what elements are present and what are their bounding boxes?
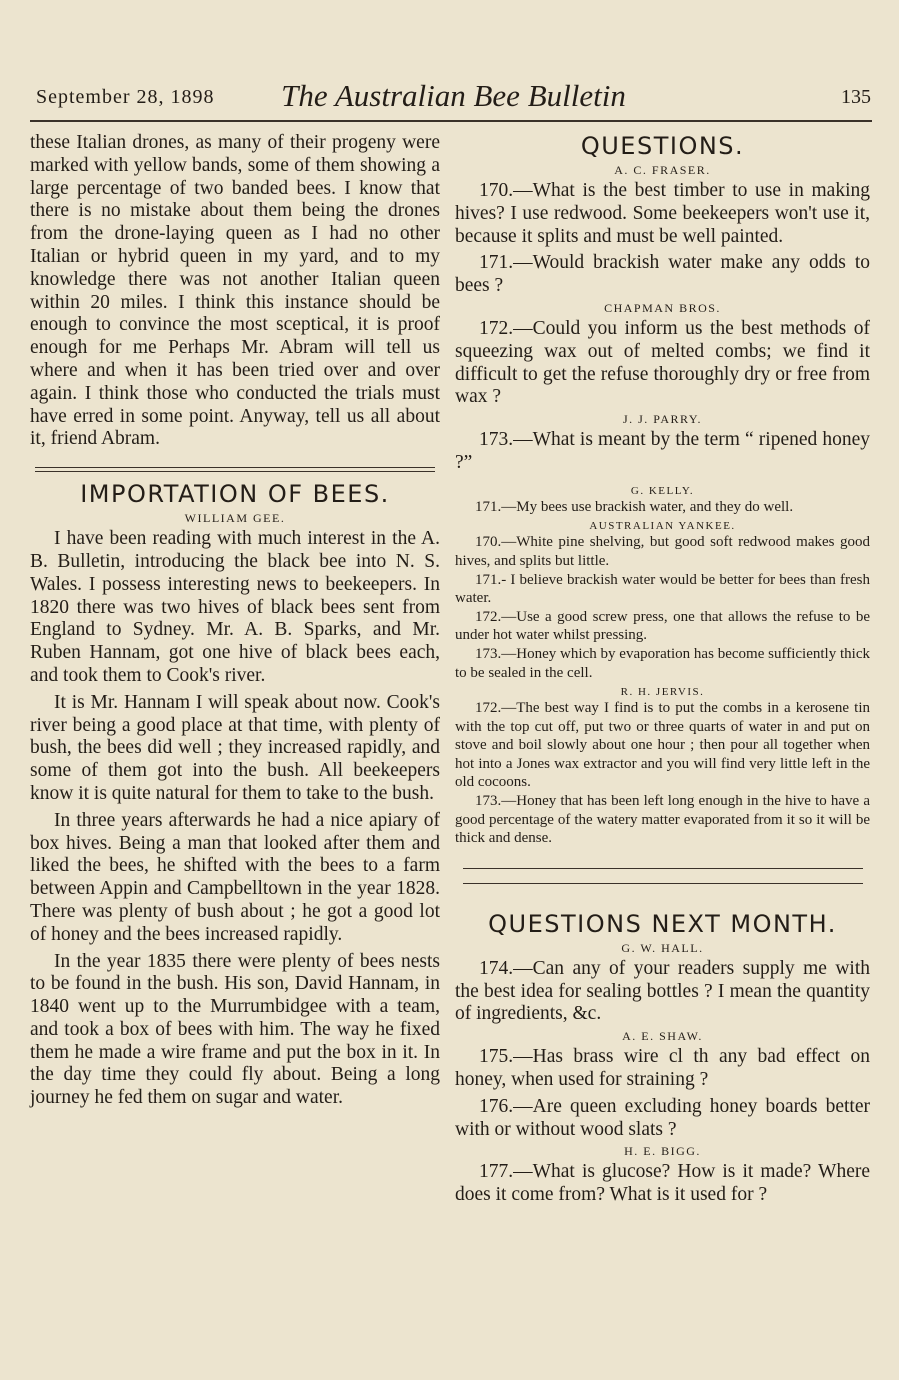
article-paragraph: In the year 1835 there were plenty of bees nests to be found in the bush. His son, David Hannam, in 1840 went up to the Murrumbidgee with a team, and took a box of bees with him. The way he fixed them he made a wire frame and put the box in it. In the day time they could fly about. Being a long journey he fed them on sugar and water. (30, 950, 440, 1109)
left-column (30, 132, 440, 1110)
right-column (455, 132, 870, 1207)
answer-byline: R. H. JERVIS. (620, 686, 705, 699)
question-byline: A. C. FRASER. (614, 163, 711, 177)
answer-byline: AUSTRALIAN YANKEE. (589, 520, 736, 533)
answer-172: 172.—The best way I find is to put the combs in a kerosene tin with the top cut off, put two or three quarts of water in and put on stove and boil slowly about one hour ; then pour all together when hot into a Jones wax extractor and you will find very little left in the old cocoons. (455, 700, 870, 791)
question-172: 172.—Could you inform us the best methods of squeezing wax out of melted combs; we find it difficult to get the refuse thoroughly dry or free from wax ? (455, 317, 870, 408)
question-177: 177.—What is glucose? How is it made? Where does it come from? What is it used for ? (455, 1161, 870, 1206)
article-byline: WILLIAM GEE. (184, 511, 286, 526)
question-171: 171.—Would brackish water make any odds to bees ? (455, 252, 870, 297)
answer-173: 173.—Honey that has been left long enough in the hive to have a good percentage of the watery matter evaporated from it so it will be thick and dense. (455, 793, 870, 847)
next-month-title: QUESTIONS NEXT MONTH. (488, 909, 837, 938)
question-byline: J. J. PARRY. (622, 412, 703, 427)
question-byline: G. W. HALL. (621, 940, 704, 955)
question-176: 176.—Are queen excluding honey boards better with or without wood slats ? (455, 1095, 870, 1140)
header-title: The Australian Bee Bulletin (281, 78, 626, 113)
article-paragraph: It is Mr. Hannam I will speak about now. Cook's river being a good place at that time, with plenty of bush, the bees did well ; they increased rapidly, and some of them got into the bush. All beekeepers know it is quite natural for them to take to the bush. (30, 691, 440, 804)
continuation-text: these Italian drones, as many of their progeny were marked with yellow bands, some of them showing a large percentage of two banded bees. I know that there is no mistake about them being the drones from the drone-laying queen as I had no other Italian or hybrid queen in my yard, and to my knowledge there was not another Italian queen within 20 miles. I think this instance should be enough to convince the most sceptical, it is proof enough for me Perhaps Mr. Abram will tell us where and when it has been tried over and over again. I think those who conducted the trials must have erred in some point. Anyway, tell us all about it, friend Abram. (30, 132, 440, 450)
answer-byline: G. KELLY. (630, 484, 695, 497)
question-173: 173.—What is meant by the term “ ripened honey ?” (455, 429, 870, 473)
article-title: IMPORTATION OF BEES. (80, 480, 390, 509)
questions-title: QUESTIONS. (580, 132, 745, 160)
article-paragraph: In three years afterwards he had a nice apiary of box hives. Being a man that looked after them and liked the bees, he shifted with the bees to a farm between Appin and Campbelltown in the year 1828. There was plenty of bush about ; he got a good lot of honey and the bees increased rapidly. (30, 809, 440, 945)
section-divider (35, 467, 435, 472)
question-byline: A. E. SHAW. (622, 1029, 703, 1044)
answer-170: 170.—White pine shelving, but good soft redwood makes good hives, and splits but little. (455, 534, 870, 569)
header-date: September 28, 1898 (36, 86, 215, 108)
question-170: 170.—What is the best timber to use in making hives? I use redwood. Some beekeepers won't use it, because it splits and must be well painted. (455, 180, 870, 247)
section-divider (463, 883, 863, 884)
answer-171: 171.- I believe brackish water would be better for bees than fresh water. (455, 571, 870, 607)
page-header (36, 78, 871, 114)
answer-171: 171.—My bees use brackish water, and they do well. (475, 498, 794, 515)
question-174: 174.—Can any of your readers supply me with the best idea for sealing bottles ? I mean the quantity of ingredients, &c. (455, 957, 870, 1025)
answer-173: 173.—Honey which by evaporation has become sufficiently thick to be sealed in the cell. (455, 645, 870, 681)
page-number: 135 (841, 86, 871, 108)
header-rule (30, 120, 872, 122)
question-byline: H. E. BIGG. (624, 1144, 701, 1159)
answer-172: 172.—Use a good screw press, one that allows the refuse to be under hot water whilst pressing. (455, 608, 870, 644)
section-divider (463, 868, 863, 869)
question-byline: CHAPMAN BROS. (604, 300, 721, 315)
article-paragraph: I have been reading with much interest in the A. B. Bulletin, introducing the black bee into N. S. Wales. I possess interesting news to beekeepers. In 1820 there was two hives of black bees sent from England to Sydney. Mr. A. B. Sparks, and Mr. Ruben Hannam, got one hive of black bees each, and took them to Cook's river. (30, 528, 440, 686)
question-175: 175.—Has brass wire cl th any bad effect on honey, when used for straining ? (455, 1046, 870, 1091)
